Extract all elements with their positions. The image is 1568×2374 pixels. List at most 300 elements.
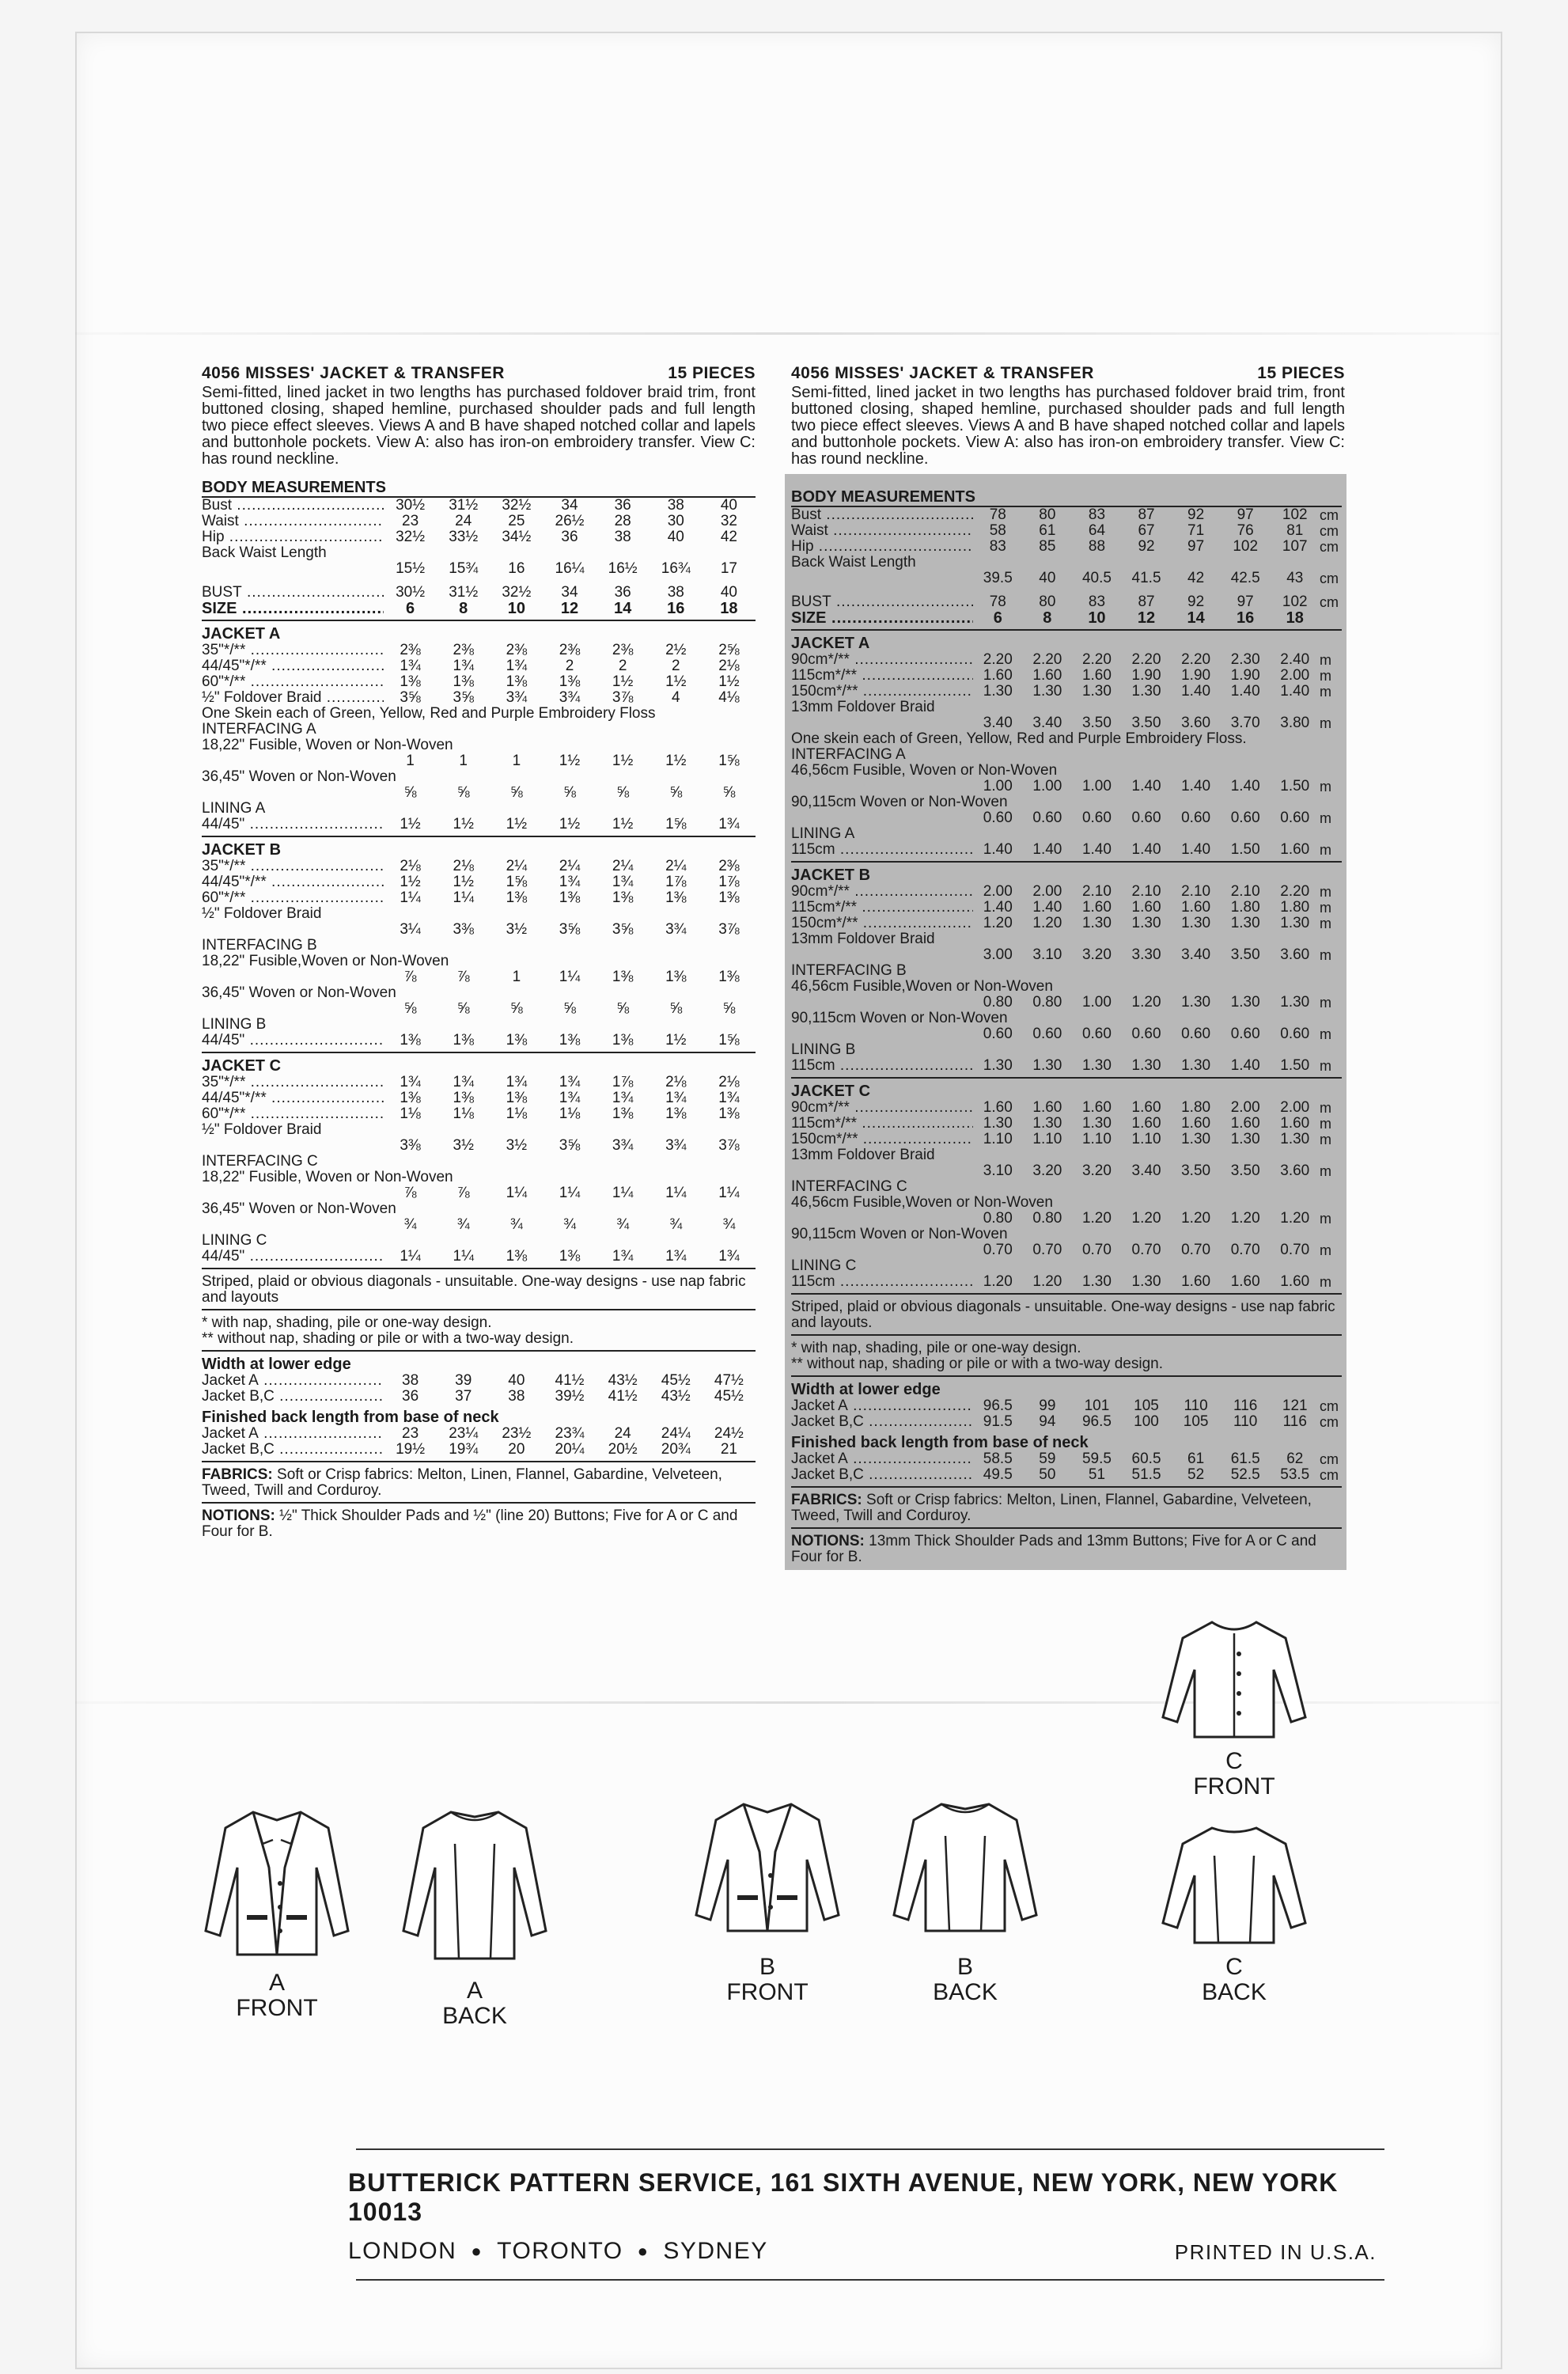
size-value: 101 — [1084, 1397, 1110, 1414]
size-value: 3.50 — [1181, 1162, 1211, 1179]
size-value: 1.30 — [1032, 683, 1062, 700]
measurement-row — [202, 817, 756, 832]
row-values — [384, 1033, 756, 1049]
size-value: 3.50 — [1081, 715, 1112, 731]
measurement-row — [202, 1106, 756, 1122]
size-value: 3.10 — [983, 1162, 1013, 1179]
section-rule — [791, 861, 1342, 863]
row-values — [384, 1138, 756, 1154]
size-value: 38 — [614, 529, 631, 545]
size-value: 1.30 — [1280, 915, 1310, 931]
row-values — [384, 514, 756, 529]
size-value: 6 — [406, 600, 415, 617]
row-values — [973, 1100, 1320, 1116]
unit-label: m — [1320, 684, 1331, 700]
braid-label: 13mm Foldover Braid — [791, 1147, 935, 1163]
measurement-row — [791, 1451, 1342, 1467]
size-value: 32½ — [502, 497, 532, 514]
company-address: BUTTERICK PATTERN SERVICE, 161 SIXTH AVENUE, NEW YORK, NEW YORK 10013 — [348, 2168, 1339, 2226]
row-values — [973, 995, 1320, 1011]
size-value: 2⅛ — [665, 1074, 687, 1090]
row-values — [384, 1075, 756, 1090]
row-values — [973, 652, 1320, 668]
row-values — [973, 947, 1320, 963]
size-value: 1⅜ — [400, 1090, 421, 1106]
size-value: 1.40 — [983, 841, 1013, 858]
size-value: 78 — [989, 506, 1006, 523]
size-value: 0.60 — [1032, 810, 1062, 826]
size-value: 33½ — [449, 529, 479, 545]
size-value: 1½ — [400, 874, 421, 890]
lining-b-title: LINING B — [202, 1016, 267, 1033]
size-value: 2⅛ — [453, 858, 474, 874]
view-letter: A — [466, 1978, 483, 2004]
footer — [348, 2168, 1377, 2265]
size-value: 23¼ — [449, 1425, 479, 1442]
unit-label: cm — [1320, 1451, 1339, 1467]
size-value: 116 — [1233, 1397, 1258, 1414]
size-value: 1.60 — [1230, 1273, 1260, 1290]
size-value: 52.5 — [1230, 1466, 1260, 1483]
size-value: 94 — [1039, 1413, 1056, 1430]
section-body-measurements: BODY MEASUREMENTS — [791, 488, 1342, 507]
size-value: 1⅜ — [559, 1248, 581, 1265]
size-value: 2.30 — [1230, 651, 1260, 668]
size-value: 2⅜ — [400, 642, 421, 658]
size-value: 0.70 — [983, 1242, 1013, 1258]
measurement-row — [202, 859, 756, 874]
size-value: 43 — [1286, 570, 1304, 586]
size-value: ⅝ — [403, 1000, 417, 1017]
size-value: 1⅜ — [665, 969, 687, 985]
footer-bottom-rule — [356, 2279, 1384, 2281]
fabrics-paragraph — [791, 1492, 1342, 1524]
row-values — [384, 1090, 756, 1106]
size-value: 1¾ — [612, 1248, 634, 1265]
size-value: 1½ — [453, 874, 474, 890]
size-value: 1.40 — [1280, 683, 1310, 700]
size-value: 31½ — [449, 497, 479, 514]
view-a-back — [396, 1796, 554, 2029]
unit-label: m — [1320, 810, 1331, 826]
size-value: 92 — [1187, 506, 1205, 523]
size-value: 2.00 — [1230, 1099, 1260, 1116]
unit-label: m — [1320, 900, 1331, 916]
size-value: 38 — [508, 1388, 525, 1405]
size-value: 34½ — [502, 529, 532, 545]
row-label: 35"*/** ..... — [202, 1075, 384, 1090]
measurement-row — [791, 1132, 1342, 1147]
size-value: 1.60 — [1230, 1115, 1260, 1132]
unit-label: cm — [1320, 594, 1339, 610]
size-value: 25 — [508, 513, 525, 529]
row-label: Jacket A ..... — [202, 1426, 384, 1442]
row-label — [791, 779, 973, 794]
row-label: 44/45"*/** ..... — [202, 874, 384, 890]
measurement-row — [791, 916, 1342, 931]
size-value: 45½ — [714, 1388, 744, 1405]
size-value: 1.30 — [983, 1057, 1013, 1074]
size-value: 2⅜ — [559, 642, 581, 658]
size-value: 3¾ — [665, 1137, 687, 1154]
size-value: 92 — [1187, 594, 1205, 610]
size-value: ¾ — [616, 1216, 630, 1233]
footer-top-rule — [356, 2148, 1384, 2150]
size-value: 2.00 — [1280, 1099, 1310, 1116]
size-value: 1¼ — [665, 1185, 687, 1201]
size-value: 1.50 — [1280, 778, 1310, 794]
size-value: 1⅜ — [718, 969, 740, 985]
size-value: 51.5 — [1131, 1466, 1161, 1483]
size-value: ¾ — [509, 1216, 523, 1233]
finished-length-title: Finished back length from base of neck — [791, 1434, 1089, 1451]
row-values — [973, 1163, 1320, 1179]
unit-label: m — [1320, 1116, 1331, 1132]
row-values — [973, 884, 1320, 900]
measurement-row — [791, 668, 1342, 684]
row-values — [973, 1132, 1320, 1147]
measurement-row — [791, 884, 1342, 900]
row-label — [202, 1001, 384, 1017]
size-value: 1.00 — [983, 778, 1013, 794]
width-lower-edge-title: Width at lower edge — [791, 1381, 941, 1398]
size-value: 1⅜ — [506, 889, 528, 906]
size-value: 1¼ — [400, 889, 421, 906]
size-value: 1¾ — [400, 658, 421, 674]
measurement-row — [202, 529, 756, 545]
size-value: 102 — [1282, 506, 1308, 523]
size-value: 20¾ — [661, 1441, 691, 1458]
size-value: 97 — [1237, 506, 1254, 523]
size-value: 3.40 — [1032, 715, 1062, 731]
size-value: 1.80 — [1230, 899, 1260, 916]
nap-note: ** without nap, shading or pile or with a two-way design. — [791, 1356, 1163, 1372]
lining-a-title: LINING A — [202, 800, 266, 817]
size-value: 78 — [989, 594, 1006, 610]
embroidery-floss-note: One Skein each of Green, Yellow, Red and Purple Embroidery Floss — [202, 705, 656, 722]
row-label: 90cm*/** ..... — [791, 652, 973, 668]
measurement-row — [791, 1100, 1342, 1116]
size-value: 1.60 — [1032, 1099, 1062, 1116]
size-value: 0.60 — [1280, 1026, 1310, 1042]
size-value: 3.60 — [1181, 715, 1211, 731]
row-values — [973, 571, 1320, 586]
size-value: 3.40 — [983, 715, 1013, 731]
size-value: 1.30 — [1181, 1131, 1211, 1147]
row-label: 44/45"*/** ..... — [202, 1090, 384, 1106]
size-value: 49.5 — [983, 1466, 1013, 1483]
size-value: 1¾ — [718, 816, 740, 832]
measurement-row — [202, 1373, 756, 1389]
size-value: 23¾ — [555, 1425, 585, 1442]
size-value: 1.40 — [1230, 683, 1260, 700]
size-value: 1.30 — [1131, 1057, 1161, 1074]
size-value: 45½ — [661, 1372, 691, 1389]
view-b-back — [886, 1788, 1044, 2005]
size-value: ¾ — [563, 1216, 576, 1233]
size-value: 83 — [1088, 506, 1106, 523]
size-value: 80 — [1039, 594, 1056, 610]
row-label: 44/45" ..... — [202, 817, 384, 832]
woven-label: 36,45" Woven or Non-Woven — [202, 768, 396, 785]
unit-label: cm — [1320, 539, 1339, 555]
size-value: 1.30 — [1131, 1273, 1161, 1290]
measurement-row — [202, 1249, 756, 1265]
interfacing-a-title: INTERFACING A — [202, 721, 316, 738]
size-value: 2.00 — [1032, 883, 1062, 900]
unit-label: m — [1320, 715, 1331, 731]
fabrics-text: Soft or Crisp fabrics: Melton, Linen, Flannel, Gabardine, Velveteen, Tweed, Twill and Corduroy. — [791, 1492, 1312, 1524]
size-value: 1.80 — [1280, 899, 1310, 916]
size-value: 1.30 — [1181, 994, 1211, 1011]
size-value: 1.60 — [1081, 899, 1112, 916]
bullet-separator: ● — [471, 2241, 483, 2261]
size-value: 15½ — [396, 560, 426, 577]
size-value: 3.20 — [1081, 946, 1112, 963]
pattern-title: MISSES' JACKET & TRANSFER — [245, 364, 505, 382]
measurement-row — [202, 1001, 756, 1017]
size-value: 32½ — [502, 584, 532, 601]
row-values — [973, 779, 1320, 794]
size-value: 1.30 — [1081, 1273, 1112, 1290]
row-values — [384, 874, 756, 890]
size-value: 62 — [1286, 1451, 1304, 1467]
size-value: 61 — [1039, 522, 1056, 539]
measurement-row — [791, 810, 1342, 826]
size-value: 1¾ — [453, 1074, 474, 1090]
size-value: 1½ — [612, 753, 634, 769]
fold-crease — [75, 332, 1499, 335]
measurement-row — [202, 1426, 756, 1442]
measurement-row — [202, 561, 756, 577]
size-value: ⅝ — [509, 784, 523, 801]
size-value: 12 — [560, 600, 579, 617]
size-value: 2⅜ — [506, 642, 528, 658]
size-value: 1.60 — [1280, 1115, 1310, 1132]
size-value: 83 — [989, 538, 1006, 555]
size-value: ¾ — [669, 1216, 683, 1233]
row-values — [973, 715, 1320, 731]
size-value: 4 — [671, 689, 680, 706]
row-label: 60"*/** ..... — [202, 890, 384, 906]
row-label: 150cm*/** ..... — [791, 684, 973, 700]
size-value: 30½ — [396, 497, 426, 514]
size-value: 1½ — [665, 753, 687, 769]
size-value: ¾ — [403, 1216, 417, 1233]
size-value: 1 — [406, 753, 415, 769]
section-rule — [791, 629, 1342, 631]
size-value: 0.60 — [1181, 1026, 1211, 1042]
row-values — [973, 1398, 1320, 1414]
size-value: 2⅛ — [400, 858, 421, 874]
size-value: 16½ — [608, 560, 638, 577]
size-value: 1⅝ — [718, 753, 740, 769]
unit-label: m — [1320, 842, 1331, 858]
size-value: 20¼ — [555, 1441, 585, 1458]
row-label: Jacket B,C ..... — [202, 1442, 384, 1458]
size-value: ⅝ — [563, 784, 576, 801]
row-values — [384, 1249, 756, 1265]
size-value: 1.40 — [1230, 1057, 1260, 1074]
size-value: 1⅜ — [453, 1032, 474, 1049]
pattern-header — [202, 364, 756, 383]
measurement-row — [202, 890, 756, 906]
row-values — [384, 817, 756, 832]
section-rule — [791, 1486, 1342, 1488]
fusible-label: 46,56cm Fusible,Woven or Non-Woven — [791, 1194, 1053, 1211]
size-value: 0.60 — [1280, 810, 1310, 826]
size-value: 92 — [1138, 538, 1155, 555]
measurement-row — [202, 922, 756, 938]
braid-label: 13mm Foldover Braid — [791, 699, 935, 715]
measurement-row — [791, 684, 1342, 700]
size-value: 1⅝ — [665, 816, 687, 832]
row-values — [384, 674, 756, 690]
size-value: 1.60 — [1131, 899, 1161, 916]
view-side: BACK — [442, 2003, 507, 2029]
view-side: BACK — [933, 1979, 998, 2005]
row-label: 44/45" ..... — [202, 1249, 384, 1265]
size-value: 40 — [508, 1372, 525, 1389]
row-values — [973, 539, 1320, 555]
measurement-row — [202, 785, 756, 801]
size-value: 31½ — [449, 584, 479, 601]
row-values — [973, 1058, 1320, 1074]
size-value: 87 — [1138, 506, 1155, 523]
view-letter: B — [956, 1954, 973, 1980]
row-values — [384, 601, 756, 616]
measurement-row — [791, 610, 1342, 626]
size-value: 1.30 — [983, 683, 1013, 700]
size-value: 14 — [614, 600, 632, 617]
size-value: 24 — [455, 513, 472, 529]
measurement-row — [202, 1090, 756, 1106]
size-value: 1.30 — [1131, 683, 1161, 700]
section-rule — [202, 1268, 756, 1269]
jacket-b-title: JACKET B — [202, 841, 282, 859]
unit-label: cm — [1320, 571, 1339, 586]
size-value: 42 — [1187, 570, 1205, 586]
size-value: 38 — [402, 1372, 419, 1389]
measurement-row — [791, 1163, 1342, 1179]
size-value: 2.20 — [1280, 883, 1310, 900]
row-label: 115cm ..... — [791, 1274, 973, 1290]
size-value: ⅝ — [722, 1000, 736, 1017]
size-value: 18 — [1286, 609, 1304, 627]
row-label: ½" Foldover Braid ..... — [202, 690, 384, 706]
woven-label: 90,115cm Woven or Non-Woven — [791, 794, 1008, 810]
size-value: 1.10 — [1081, 1131, 1112, 1147]
measurement-row — [791, 842, 1342, 858]
size-value: ⅝ — [456, 1000, 470, 1017]
row-values — [384, 1389, 756, 1405]
lining-c-title: LINING C — [202, 1232, 267, 1249]
size-value: 3⅞ — [612, 689, 634, 706]
size-value: 26½ — [555, 513, 585, 529]
size-value: 0.60 — [1230, 1026, 1260, 1042]
size-value: 42 — [720, 529, 737, 545]
size-value: 1.60 — [1181, 1115, 1211, 1132]
size-value: 19½ — [396, 1441, 426, 1458]
notions-text: 13mm Thick Shoulder Pads and 13mm Buttons; Five for A or C and Four for B. — [791, 1533, 1316, 1565]
section-rule — [202, 620, 756, 621]
measurement-row — [791, 1116, 1342, 1132]
size-value: 2¼ — [665, 858, 687, 874]
jacket-c-title: JACKET C — [202, 1057, 282, 1075]
size-value: 2.40 — [1280, 651, 1310, 668]
size-value: 0.80 — [983, 1210, 1013, 1227]
size-value: 1⅜ — [718, 889, 740, 906]
row-label: Jacket B,C ..... — [202, 1389, 384, 1405]
metric-shaded-block — [785, 474, 1346, 1570]
size-value: 1.00 — [1081, 778, 1112, 794]
size-value: 0.80 — [983, 994, 1013, 1011]
size-value: ⅝ — [722, 784, 736, 801]
row-values — [973, 507, 1320, 523]
size-value: 8 — [1043, 609, 1052, 627]
size-value: 1.90 — [1131, 667, 1161, 684]
row-label: 115cm*/** ..... — [791, 668, 973, 684]
size-value: 1½ — [612, 816, 634, 832]
jacket-b-front-drawing — [688, 1788, 846, 1955]
view-illustrations — [182, 1725, 1369, 2105]
size-value: 58.5 — [983, 1451, 1013, 1467]
size-value: 2¼ — [559, 858, 581, 874]
view-a-front — [198, 1796, 356, 2021]
size-value: 1⅞ — [665, 874, 687, 890]
size-value: 1⅜ — [506, 1248, 528, 1265]
row-label: 35"*/** ..... — [202, 643, 384, 658]
size-value: ⅞ — [403, 1185, 417, 1201]
size-value: 1¾ — [665, 1248, 687, 1265]
size-value: 1.30 — [1181, 915, 1211, 931]
measurement-row — [202, 674, 756, 690]
row-values — [384, 529, 756, 545]
measurement-row — [791, 652, 1342, 668]
row-values — [384, 859, 756, 874]
size-value: 39½ — [555, 1388, 585, 1405]
interfacing-b-title: INTERFACING B — [202, 937, 317, 954]
row-label: Bust ..... — [202, 498, 384, 514]
size-value: 105 — [1183, 1413, 1209, 1430]
unit-label: m — [1320, 1132, 1331, 1147]
striped-note: Striped, plaid or obvious diagonals - unsuitable. One-way designs - use nap fabric and layouts — [202, 1273, 746, 1306]
section-rule — [791, 1375, 1342, 1377]
size-value: 1⅞ — [612, 1074, 634, 1090]
size-value: 1.20 — [1131, 994, 1161, 1011]
size-value: 1⅜ — [559, 1032, 581, 1049]
row-values — [384, 498, 756, 514]
size-value: 1¼ — [506, 1185, 528, 1201]
size-value: 1⅜ — [612, 889, 634, 906]
size-value: 1.30 — [1230, 915, 1260, 931]
size-value: 38 — [667, 497, 684, 514]
size-value: 81 — [1286, 522, 1304, 539]
size-value: 41.5 — [1131, 570, 1161, 586]
notions-paragraph — [202, 1508, 756, 1540]
row-values — [973, 1242, 1320, 1258]
jacket-b-back-drawing — [886, 1788, 1044, 1955]
size-value: 1.40 — [1131, 778, 1161, 794]
row-label: Jacket A ..... — [202, 1373, 384, 1389]
size-value: 17 — [720, 560, 737, 577]
row-label — [791, 571, 973, 586]
size-value: 0.60 — [1081, 810, 1112, 826]
unit-label: m — [1320, 1274, 1331, 1290]
size-value: 96.5 — [983, 1397, 1013, 1414]
size-value: 19¾ — [449, 1441, 479, 1458]
size-value: 3⅜ — [400, 1137, 421, 1154]
